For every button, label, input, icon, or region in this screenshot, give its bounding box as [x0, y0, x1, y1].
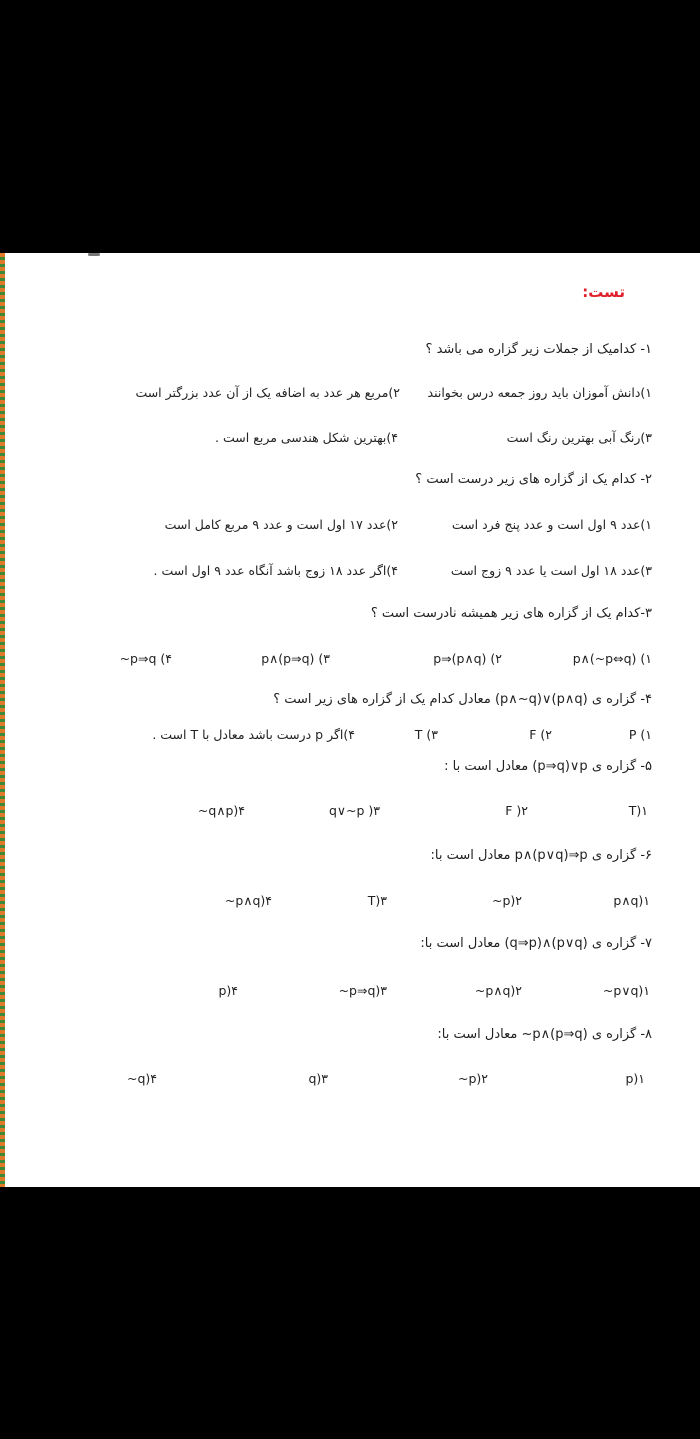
q4-option-3: [415, 727, 438, 742]
q5-option-1: T)۱: [628, 803, 648, 818]
q1-option-2: ۲)مربع هر عدد به اضافه یک از آن عدد بزرگتر است: [135, 385, 400, 400]
q5-option-3: q∨~p )۳: [328, 803, 380, 818]
q4-o1-label: ۱): [640, 727, 652, 742]
q3-o4-expr: ~p⇒q: [119, 651, 157, 666]
q2-option-4: ۴)اگر عدد ۱۸ زوج باشد آنگاه عدد ۹ اول است .: [153, 563, 398, 578]
q3-option-2: [433, 651, 502, 666]
q3-o4-label: ۴): [160, 651, 172, 666]
q8-option-4: ~q)۴: [127, 1071, 157, 1086]
q8-option-1: p)۱: [625, 1071, 645, 1086]
q2-option-2: ۲)عدد ۱۷ اول است و عدد ۹ مربع کامل است: [164, 517, 398, 532]
q1-option-4: ۴)بهترین شکل هندسی مربع است .: [215, 430, 398, 445]
q8-option-3: q)۳: [308, 1071, 328, 1086]
q7-prefix: ۷- گزاره ی: [591, 936, 652, 951]
q3-o2-expr: p⇒(p∧q): [433, 651, 487, 666]
q4-o3-expr: T: [414, 727, 423, 742]
q4-o4-end: است .: [152, 727, 187, 742]
q5-option-2: F )۲: [505, 803, 528, 818]
q6-option-2: ~p)۲: [492, 893, 522, 908]
q7-suffix: معادل است با:: [420, 936, 501, 951]
q8-expr: ~p∧(p⇒q): [521, 1027, 588, 1042]
test-title: تست:: [582, 283, 625, 301]
q7-expr: (q⇒p)∧(p∨q): [504, 936, 588, 951]
q3-option-4: [120, 651, 172, 666]
q6-prefix: ۶- گزاره ی: [591, 848, 652, 863]
q7-option-4: p)۴: [218, 983, 238, 998]
question-6: [431, 848, 652, 863]
q8-prefix: ۸- گزاره ی: [591, 1027, 652, 1042]
q3-o2-label: ۲): [490, 651, 502, 666]
q6-suffix: معادل است با:: [430, 848, 511, 863]
q6-option-4: ~p∧q)۴: [224, 893, 272, 908]
q5-expr: (p⇒q)∨p: [532, 759, 588, 774]
question-1: ۱- کدامیک از جملات زیر گزاره می باشد ؟: [425, 342, 652, 357]
q4-o4-p: p: [315, 727, 324, 742]
q7-option-2: ~p∧q)۲: [474, 983, 522, 998]
q1-option-1: ۱)دانش آموزان باید روز جمعه درس بخوانند: [427, 385, 652, 400]
page-border-strip: [0, 253, 5, 1187]
q4-option-1: [629, 727, 652, 742]
q4-o4-pre: ۴)اگر: [327, 727, 355, 742]
q4-suffix: معادل کدام یک از گزاره های زیر است ؟: [273, 692, 491, 707]
q1-option-3: ۳)رنگ آبی بهترین رنگ است: [506, 430, 652, 445]
q4-expr: (p∧~q)∨(p∧q): [494, 692, 588, 707]
question-8: [437, 1027, 652, 1042]
q2-option-3: ۳)عدد ۱۸ اول است یا عدد ۹ زوج است: [450, 563, 652, 578]
q4-o4-t: T: [190, 727, 199, 742]
q3-o3-expr: p∧(p⇒q): [261, 651, 315, 666]
q2-option-1: ۱)عدد ۹ اول است و عدد پنج فرد است: [451, 517, 652, 532]
q4-o2-label: ۲): [540, 727, 552, 742]
q7-option-3: ~p⇒q)۳: [338, 983, 387, 998]
question-4: [273, 692, 652, 707]
q3-option-1: [573, 651, 652, 666]
question-7: [420, 936, 652, 951]
q6-option-3: T)۳: [367, 893, 387, 908]
q4-prefix: ۴- گزاره ی: [591, 692, 652, 707]
q3-o3-label: ۳): [318, 651, 330, 666]
q5-option-4: ~q∧p)۴: [197, 803, 245, 818]
q6-option-1: p∧q)۱: [613, 893, 650, 908]
q4-o4-mid: درست باشد معادل با: [202, 727, 312, 742]
top-mark: [88, 253, 100, 256]
q5-prefix: ۵- گزاره ی: [591, 759, 652, 774]
q5-suffix: معادل است با :: [444, 759, 529, 774]
question-2: ۲- کدام یک از گزاره های زیر درست است ؟: [415, 472, 652, 487]
question-3: ۳-کدام یک از گزاره های زیر همیشه نادرست است ؟: [370, 606, 652, 621]
question-5: [444, 759, 652, 774]
q8-suffix: معادل است با:: [437, 1027, 518, 1042]
q3-o1-label: ۱): [640, 651, 652, 666]
q4-o3-label: ۳): [426, 727, 438, 742]
q8-option-2: ~p)۲: [458, 1071, 488, 1086]
q4-o1-expr: P: [628, 727, 637, 742]
q3-o1-expr: p∧(~p⇔q): [572, 651, 637, 666]
q6-expr: p∧(p∨q)⇒p: [514, 848, 588, 863]
q4-option-2: [529, 727, 552, 742]
q7-option-1: ~p∨q)۱: [602, 983, 650, 998]
q4-option-4: [152, 727, 355, 742]
q4-o2-expr: F: [529, 727, 537, 742]
worksheet-page: [0, 253, 700, 1187]
q3-option-3: [261, 651, 330, 666]
